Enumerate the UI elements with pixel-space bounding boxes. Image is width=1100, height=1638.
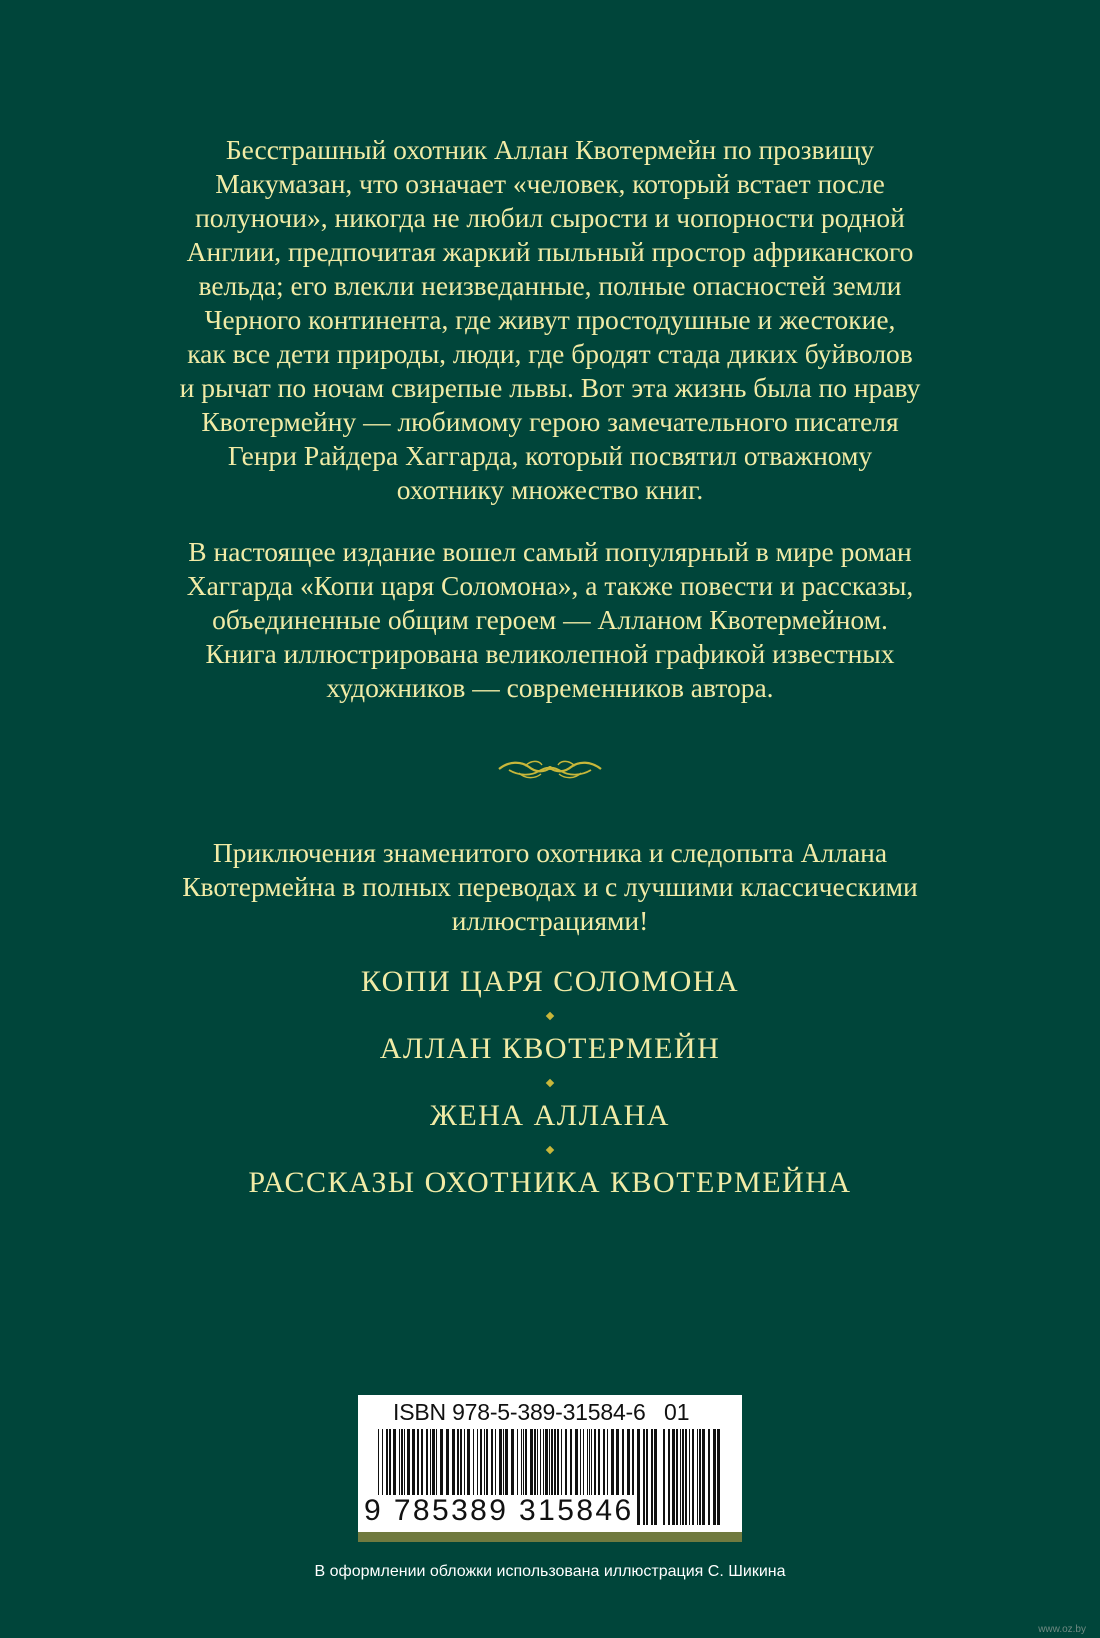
diamond-separator (150, 1069, 950, 1096)
text-line: и рычат по ночам свирепые львы. Вот эта жизнь была по нраву (179, 372, 921, 403)
series-intro (110, 836, 990, 938)
barcode-bar (654, 1429, 657, 1525)
text-line: Англии, предпочитая жаркий пыльный простор африканского (186, 236, 914, 267)
text-line: как все дети природы, люди, где бродят стада диких буйволов (187, 338, 913, 369)
barcode-bar (651, 1429, 653, 1525)
text-line: Черного континента, где живут простодушные и жестокие, (204, 304, 896, 335)
barcode-bar (713, 1429, 716, 1525)
barcode-bar (643, 1429, 645, 1525)
barcode-bar (646, 1429, 648, 1525)
barcode-bar (668, 1429, 670, 1525)
series-title: ЖЕНА АЛЛАНА (430, 1099, 670, 1132)
ean-digits: 9 785389 315846 (364, 1494, 634, 1527)
text-line: художников — современников автора. (326, 672, 774, 703)
barcode-bar (717, 1429, 720, 1525)
diamond-separator (150, 1136, 950, 1163)
text-line: Приключения знаменитого охотника и следопыта Аллана (212, 837, 888, 868)
text-line: Генри Райдера Хаггарда, который посвятил отважному (227, 440, 873, 471)
barcode-bar (702, 1429, 705, 1525)
text-line: объединенные общим героем — Алланом Квотермейном. (212, 604, 888, 635)
barcode-bar (692, 1429, 694, 1525)
description-paragraph-1 (110, 133, 990, 507)
series-title: КОПИ ЦАРЯ СОЛОМОНА (360, 965, 740, 998)
text-line: Квотермейна в полных переводах и с лучшими классическими (182, 871, 918, 902)
text-line: В настоящее издание вошел самый популярный в мире роман (188, 536, 912, 567)
barcode-bar (689, 1429, 690, 1525)
barcode-strip (358, 1532, 742, 1542)
barcode-bar (676, 1429, 678, 1525)
series-title-list (150, 962, 950, 1203)
barcode-bar (697, 1429, 698, 1525)
barcode-bar (680, 1429, 681, 1525)
series-title: РАССКАЗЫ ОХОТНИКА КВОТЕРМЕЙНА (248, 1166, 852, 1199)
diamond-icon (546, 1011, 554, 1019)
barcode-bar (637, 1429, 640, 1525)
watermark: www.oz.by (1038, 1624, 1086, 1635)
text-line: иллюстрациями! (451, 905, 649, 936)
barcode-addon-bars (663, 1429, 723, 1525)
barcode-bar (672, 1429, 675, 1525)
diamond-icon (546, 1078, 554, 1086)
barcode-bar (699, 1429, 701, 1525)
barcode-addon-label: 01 (664, 1399, 690, 1425)
barcode-bar (682, 1429, 684, 1525)
barcode-bar (663, 1429, 665, 1525)
cover-credit: В оформлении обложки использована иллюстрация С. Шикина (314, 1563, 786, 1580)
text-line: полуночи», никогда не любил сырости и чопорности родной (195, 202, 905, 233)
diamond-icon (546, 1145, 554, 1153)
description-paragraph-2 (110, 535, 990, 705)
text-line: Макумазан, что означает «человек, который встает после (215, 168, 885, 199)
isbn-label: ISBN 978-5-389-31584-6 (393, 1399, 646, 1425)
text-line: охотнику множество книг. (396, 474, 704, 505)
barcode-bar (708, 1429, 710, 1525)
diamond-separator (150, 1002, 950, 1029)
text-line: Книга иллюстрирована великолепной графикой известных (205, 638, 895, 669)
barcode-bar (685, 1429, 687, 1525)
isbn-barcode (358, 1395, 742, 1532)
series-title: АЛЛАН КВОТЕРМЕЙН (379, 1032, 721, 1065)
text-line: Бесстрашный охотник Аллан Квотермейн по прозвищу (225, 134, 875, 165)
flourish-ornament-icon (495, 753, 605, 783)
text-line: Квотермейну — любимому герою замечательного писателя (201, 406, 899, 437)
text-line: Хаггарда «Копи царя Соломона», а также повести и рассказы, (186, 570, 914, 601)
text-line: вельда; его влекли неизведанные, полные опасностей земли (198, 270, 902, 301)
